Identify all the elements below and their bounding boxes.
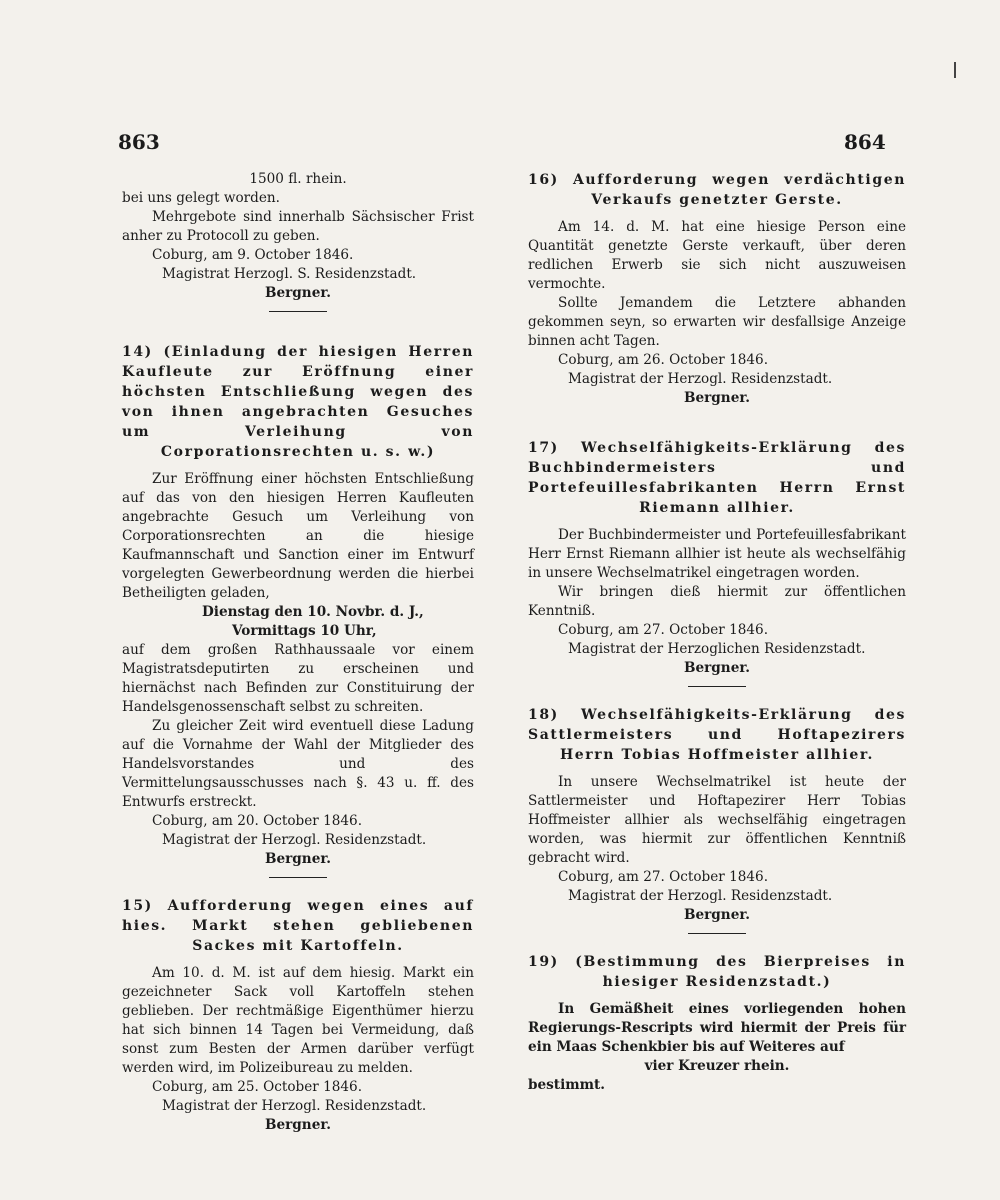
- notice-18-para: In unsere Wechselmatrikel ist heute der Sattlermeister und Hoftapezirer Herr Tobias Hoffmeister allhier als wechselfähig eingetragen worden, was hiermit zur öffentlichen Kenntniß gebracht wird.: [528, 774, 906, 866]
- amount-line: 1500 fl. rhein.: [249, 171, 347, 187]
- left-column: [122, 170, 474, 1135]
- notice-magistrat: Magistrat Herzogl. S. Residenzstadt.: [162, 266, 417, 282]
- notice-17-signer: Bergner.: [684, 660, 750, 676]
- notice-15-para: Am 10. d. M. ist auf dem hiesig. Markt ein gezeichneter Sack voll Kartoffeln stehen geblieben. Der rechtmäßige Eigenthümer hierzu hat sich binnen 14 Tagen bei Vermeidung, daß sonst zum Besten der Armen darüber verfügt werden wird, im Polizeibureau zu melden.: [122, 965, 474, 1076]
- notice-14-date: Coburg, am 20. October 1846.: [152, 813, 363, 829]
- page-number-left: 863: [118, 130, 160, 154]
- continuation-line: bei uns gelegt worden.: [122, 190, 280, 206]
- notice-date: Coburg, am 9. October 1846.: [152, 247, 354, 263]
- notice-19-para: In Gemäßheit eines vorliegenden hohen Regierungs-Rescripts wird hiermit der Preis für ein Maas Schenkbier bis auf Weiteres auf: [528, 1001, 906, 1055]
- notice-16-magistrat: Magistrat der Herzogl. Residenzstadt.: [568, 371, 833, 387]
- notice-14-time: Vormittags 10 Uhr,: [232, 623, 377, 639]
- notice-19-heading: 19) (Bestimmung des Bierpreises in hiesiger Residenzstadt.): [528, 954, 906, 990]
- continuation-text: Mehrgebote sind innerhalb Sächsischer Frist anher zu Protocoll zu geben.: [122, 209, 474, 244]
- notice-17-heading: 17) Wechselfähigkeits-Erklärung des Buchbindermeisters und Portefeuillesfabrikanten Herrn Ernst Riemann allhier.: [528, 440, 906, 516]
- notice-15-signer: Bergner.: [265, 1117, 331, 1133]
- edge-mark: [954, 62, 956, 78]
- notice-16-date: Coburg, am 26. October 1846.: [558, 352, 769, 368]
- page-number-right: 864: [844, 130, 886, 154]
- notice-17-para1: Der Buchbindermeister und Portefeuillesfabrikant Herr Ernst Riemann allhier ist heute als wechselfähig in unsere Wechselmatrikel eingetragen worden.: [528, 527, 906, 581]
- notice-18-magistrat: Magistrat der Herzogl. Residenzstadt.: [568, 888, 833, 904]
- notice-19-end: bestimmt.: [528, 1077, 606, 1093]
- notice-16-heading: 16) Aufforderung wegen verdächtigen Verkaufs genetzter Gerste.: [528, 172, 906, 208]
- notice-14-magistrat: Magistrat der Herzogl. Residenzstadt.: [162, 832, 427, 848]
- notice-16-para2: Sollte Jemandem die Letztere abhanden gekommen seyn, so erwarten wir desfallsige Anzeige binnen acht Tagen.: [528, 295, 906, 349]
- notice-18-heading: 18) Wechselfähigkeits-Erklärung des Sattlermeisters und Hoftapezirers Herrn Tobias Hoffmeister allhier.: [528, 707, 906, 763]
- notice-18-date: Coburg, am 27. October 1846.: [558, 869, 769, 885]
- notice-14-para2: auf dem großen Rathhaussaale vor einem Magistratsdeputirten zu erscheinen und hiernächst nach Befinden zur Constituirung der Handelsgenossenschaft selbst zu schreiten.: [122, 642, 474, 715]
- notice-19-price: vier Kreuzer rhein.: [644, 1058, 790, 1074]
- notice-14-para3: Zu gleicher Zeit wird eventuell diese Ladung auf die Vornahme der Wahl der Mitglieder des Handelsvorstandes und des Vermittelungsausschusses nach §. 43 u. ff. des Entwurfs erstreckt.: [122, 718, 474, 810]
- notice-16-signer: Bergner.: [684, 390, 750, 406]
- notice-16-para1: Am 14. d. M. hat eine hiesige Person eine Quantität genetzte Gerste verkauft, über deren redlichen Erwerb sie sich nicht auszuweisen vermochte.: [528, 219, 906, 292]
- notice-14-heading: 14) (Einladung der hiesigen Herren Kaufleute zur Eröffnung einer höchsten Entschließung wegen des von ihnen angebrachten Gesuches um Verleihung von Corporationsrechten u. s. w.): [122, 344, 474, 460]
- notice-17-magistrat: Magistrat der Herzoglichen Residenzstadt.: [568, 641, 866, 657]
- right-column: [528, 170, 906, 1095]
- notice-15-heading: 15) Aufforderung wegen eines auf hies. Markt stehen gebliebenen Sackes mit Kartoffeln.: [122, 898, 474, 954]
- notice-17-date: Coburg, am 27. October 1846.: [558, 622, 769, 638]
- notice-14-signer: Bergner.: [265, 851, 331, 867]
- notice-18-signer: Bergner.: [684, 907, 750, 923]
- notice-14-day: Dienstag den 10. Novbr. d. J.,: [202, 604, 424, 620]
- notice-signer: Bergner.: [265, 285, 331, 301]
- notice-14-para1: Zur Eröffnung einer höchsten Entschließung auf das von den hiesigen Herren Kaufleuten angebrachte Gesuch um Verleihung von Corporationsrechten an die hiesige Kaufmannschaft und Sanction einer im Entwurf vorgelegten Gewerbeordnung werden die hierbei Betheiligten geladen,: [122, 471, 474, 601]
- notice-15-magistrat: Magistrat der Herzogl. Residenzstadt.: [162, 1098, 427, 1114]
- notice-17-para2: Wir bringen dieß hiermit zur öffentlichen Kenntniß.: [528, 584, 906, 619]
- notice-15-date: Coburg, am 25. October 1846.: [152, 1079, 363, 1095]
